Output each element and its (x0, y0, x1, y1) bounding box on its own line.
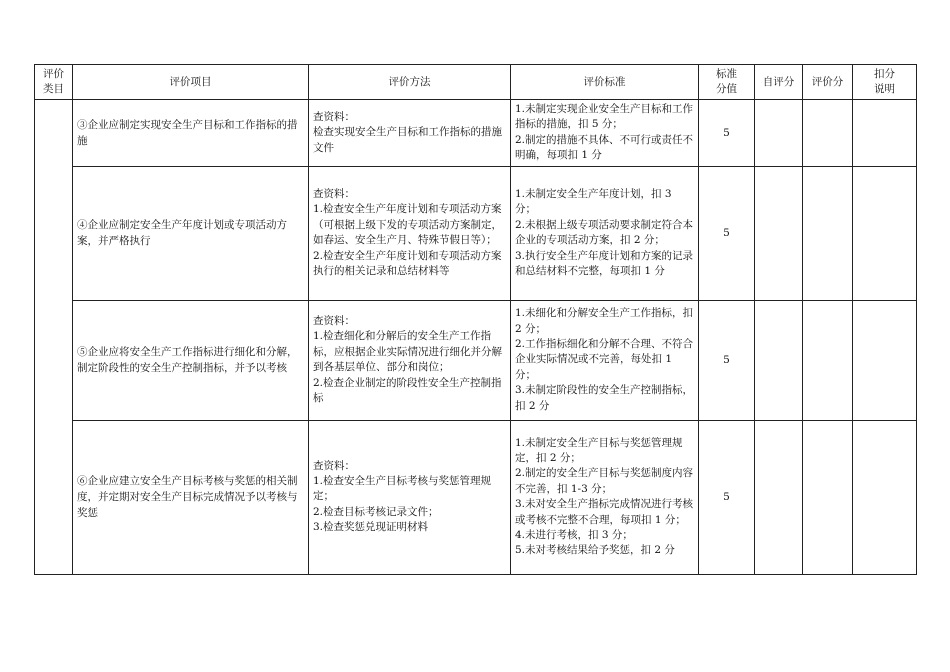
method-cell: 查资料： 检查实现安全生产目标和工作指标的措施文件 (309, 100, 511, 167)
header-criteria: 评价标准 (511, 65, 699, 100)
item-cell: ⑥企业应建立安全生产目标考核与奖惩的相关制度，并定期对安全生产目标完成情况予以考核与奖惩 (73, 420, 309, 574)
header-method: 评价方法 (309, 65, 511, 100)
method-cell: 查资料： 1.检查安全生产年度计划和专项活动方案（可根据上级下发的专项活动方案制定，如春运、安全生产月、特殊节假日等）； 2.检查安全生产年度计划和专项活动方案执行的相关记录和总结材料等 (309, 166, 511, 300)
deduction-cell[interactable] (853, 300, 917, 420)
deduction-cell[interactable] (853, 100, 917, 167)
header-eval-score: 评价分 (803, 65, 853, 100)
standard-score-cell: 5 (699, 300, 755, 420)
item-cell: ⑤企业应将安全生产工作指标进行细化和分解，制定阶段性的安全生产控制指标，并予以考核 (73, 300, 309, 420)
criteria-cell: 1.未制定安全生产年度计划，扣 3 分； 2.未根据上级专项活动要求制定符合本企业的专项活动方案，扣 2 分； 3.执行安全生产年度计划和方案的记录和总结材料不完整，每项扣 1 分 (511, 166, 699, 300)
self-score-cell[interactable] (755, 420, 803, 574)
item-cell: ④企业应制定安全生产年度计划或专项活动方案，并严格执行 (73, 166, 309, 300)
method-cell: 查资料： 1.检查安全生产目标考核与奖惩管理规定； 2.检查目标考核记录文件； 3.检查奖惩兑现证明材料 (309, 420, 511, 574)
deduction-cell[interactable] (853, 420, 917, 574)
eval-score-cell[interactable] (803, 420, 853, 574)
eval-score-cell[interactable] (803, 100, 853, 167)
header-standard-score: 标准 分值 (699, 65, 755, 100)
header-self-score: 自评分 (755, 65, 803, 100)
criteria-cell: 1.未制定安全生产目标与奖惩管理规定，扣 2 分； 2.制定的安全生产目标与奖惩制度内容不完善，扣 1-3 分； 3.未对安全生产指标完成情况进行考核或考核不完整不合理，每项扣 1 分； 4.未进行考核，扣 3 分； 5.未对考核结果给予奖惩，扣 2 分 (511, 420, 699, 574)
self-score-cell[interactable] (755, 100, 803, 167)
header-deduction: 扣分 说明 (853, 65, 917, 100)
header-row (35, 65, 917, 100)
self-score-cell[interactable] (755, 166, 803, 300)
table-row (35, 300, 917, 420)
evaluation-table (34, 64, 917, 575)
item-cell: ③企业应制定实现安全生产目标和工作指标的措施 (73, 100, 309, 167)
table-row (35, 166, 917, 300)
criteria-cell: 1.未制定实现企业安全生产目标和工作指标的措施，扣 5 分； 2.制定的措施不具体、不可行或责任不明确，每项扣 1 分 (511, 100, 699, 167)
standard-score-cell: 5 (699, 420, 755, 574)
self-score-cell[interactable] (755, 300, 803, 420)
table-row (35, 100, 917, 167)
method-cell: 查资料： 1.检查细化和分解后的安全生产工作指标，应根据企业实际情况进行细化并分解到各基层单位、部分和岗位； 2.检查企业制定的阶段性安全生产控制指标 (309, 300, 511, 420)
eval-score-cell[interactable] (803, 300, 853, 420)
table-row (35, 420, 917, 574)
category-cell (35, 100, 73, 575)
deduction-cell[interactable] (853, 166, 917, 300)
standard-score-cell: 5 (699, 100, 755, 167)
header-item: 评价项目 (73, 65, 309, 100)
eval-score-cell[interactable] (803, 166, 853, 300)
criteria-cell: 1.未细化和分解安全生产工作指标，扣 2 分； 2.工作指标细化和分解不合理、不符合企业实际情况或不完善，每处扣 1 分； 3.未制定阶段性的安全生产控制指标，扣 2 分 (511, 300, 699, 420)
standard-score-cell: 5 (699, 166, 755, 300)
header-category: 评价 类目 (35, 65, 73, 100)
